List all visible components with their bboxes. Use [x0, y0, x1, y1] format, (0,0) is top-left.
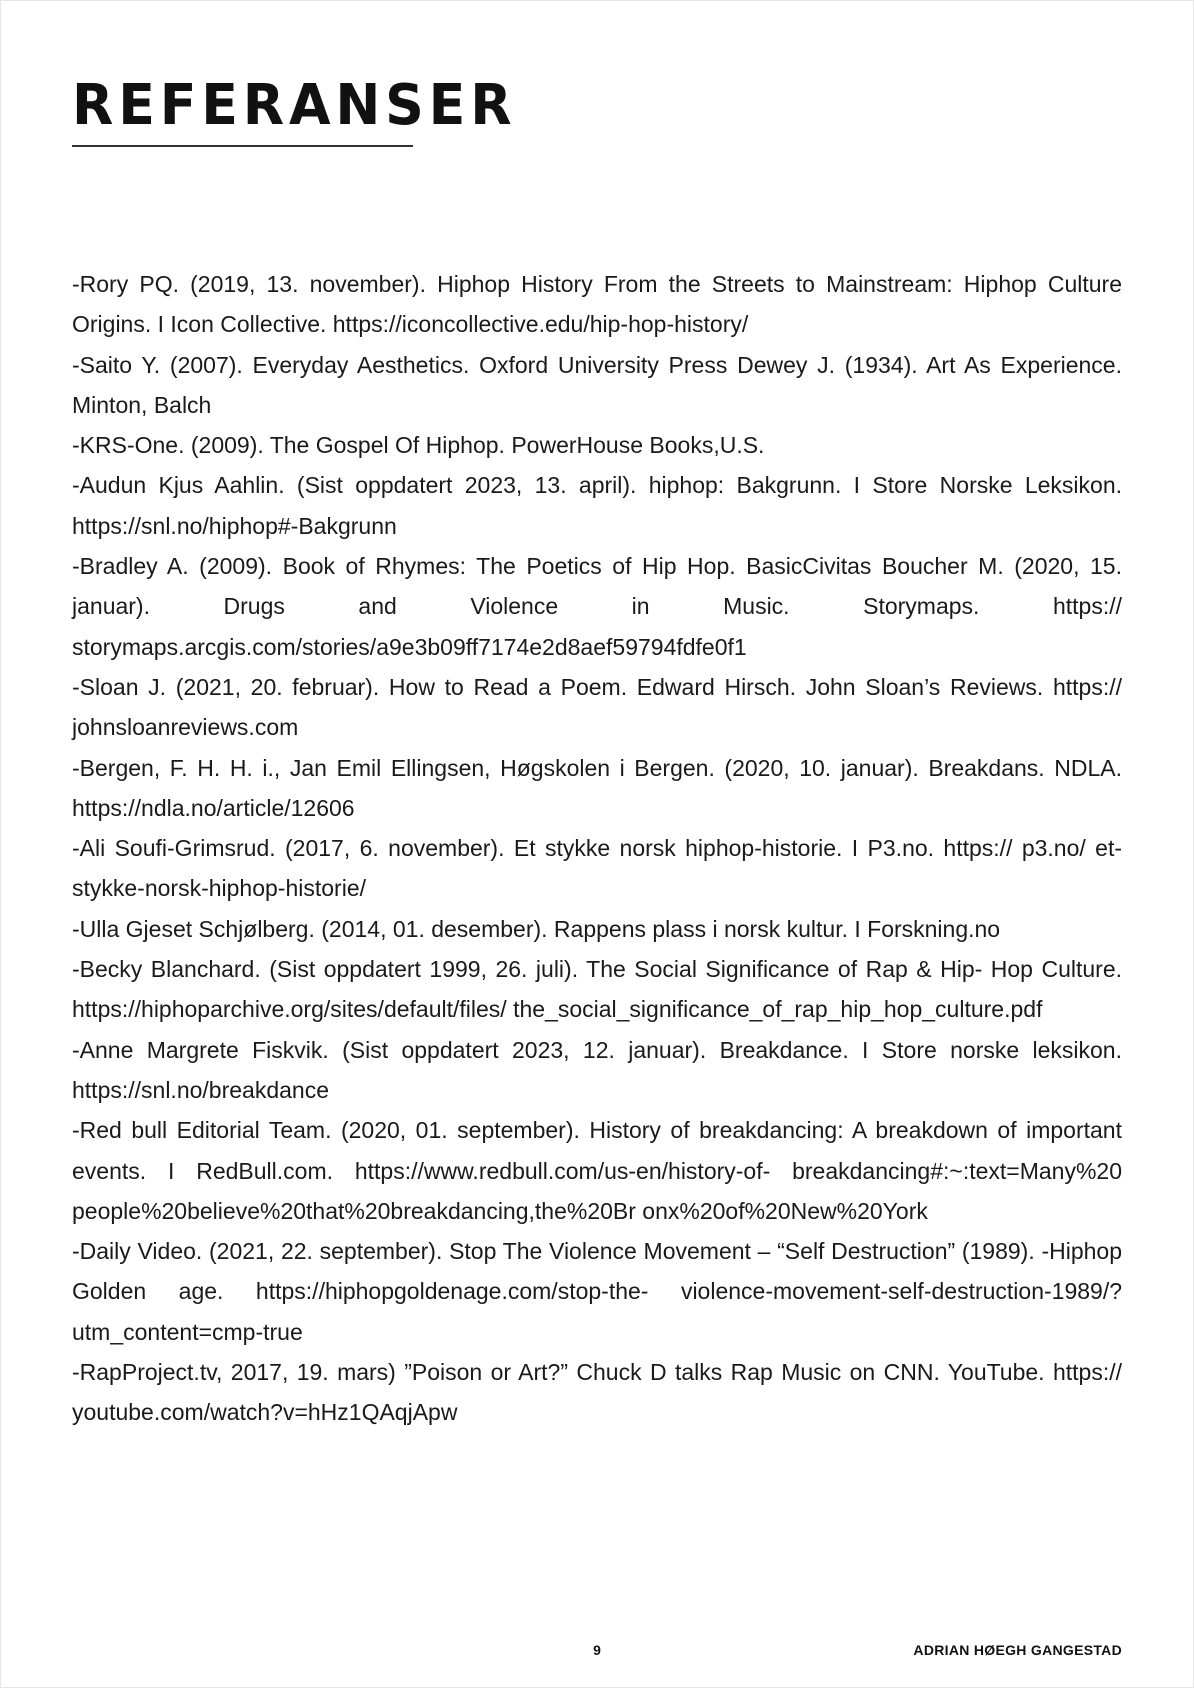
- reference-item: -Sloan J. (2021, 20. februar). How to Read a Poem. Edward Hirsch. John Sloan’s Reviews. https:// johnsloanreviews.com: [72, 673, 1122, 741]
- reference-list: [72, 264, 1122, 1433]
- reference-item: -KRS-One. (2009). The Gospel Of Hiphop. PowerHouse Books,U.S.: [72, 432, 765, 459]
- reference-item: -Daily Video. (2021, 22. september). Stop The Violence Movement – “Self Destruction” (1989). -Hiphop Golden age. https://hiphopgoldenage.com/stop-the- violence-movement-self-destruction-1989/?utm_content=cmp-true: [72, 1238, 1122, 1345]
- reference-item: -Becky Blanchard. (Sist oppdatert 1999, 26. juli). The Social Significance of Rap & Hip- Hop Culture. https://hiphoparchive.org/sites/default/files/ the_social_significance_of_rap_hip_hop_culture.pdf: [72, 956, 1122, 1023]
- reference-item: -Bradley A. (2009). Book of Rhymes: The Poetics of Hip Hop. BasicCivitas Boucher M. (2020, 15. januar). Drugs and Violence in Music. Storymaps. https:// storymaps.arcgis.com/stories/a9e3b09ff7174e2d8aef59794fdfe0f1: [72, 553, 1122, 660]
- title-underline: [72, 145, 413, 147]
- footer-author: ADRIAN HØEGH GANGESTAD: [913, 1642, 1122, 1658]
- page-title: REFERANSER: [72, 73, 517, 138]
- reference-item: -Saito Y. (2007). Everyday Aesthetics. Oxford University Press Dewey J. (1934). Art As Experience. Minton, Balch: [72, 351, 1122, 418]
- reference-item: -Bergen, F. H. H. i., Jan Emil Ellingsen, Høgskolen i Bergen. (2020, 10. januar). Breakdans. NDLA. https://ndla.no/article/12606: [72, 754, 1122, 821]
- reference-item: -Anne Margrete Fiskvik. (Sist oppdatert 2023, 12. januar). Breakdance. I Store norske leksikon. https://snl.no/breakdance: [72, 1036, 1122, 1103]
- reference-item: -Rory PQ. (2019, 13. november). Hiphop History From the Streets to Mainstream: Hiphop Culture Origins. I Icon Collective. https://iconcollective.edu/hip-hop-history/: [72, 271, 1122, 338]
- reference-item: -Audun Kjus Aahlin. (Sist oppdatert 2023, 13. april). hiphop: Bakgrunn. I Store Norske Leksikon. https://snl.no/hiphop#-Bakgrunn: [72, 472, 1122, 539]
- page-number: 9: [593, 1642, 601, 1658]
- reference-item: -Ulla Gjeset Schjølberg. (2014, 01. desember). Rappens plass i norsk kultur. I Forskning.no: [72, 915, 1001, 942]
- reference-item: -Red bull Editorial Team. (2020, 01. september). History of breakdancing: A breakdown of important events. I RedBull.com. https://www.redbull.com/us-en/history-of- breakdancing#:~:text=Many%20 people%20believe%20that%20breakdancing,the%20Br onx%20of%20New%20York: [72, 1117, 1122, 1224]
- reference-item: -RapProject.tv, 2017, 19. mars) ”Poison or Art?” Chuck D talks Rap Music on CNN. YouTube. https:// youtube.com/watch?v=hHz1QAqjApw: [72, 1359, 1122, 1426]
- reference-item: -Ali Soufi-Grimsrud. (2017, 6. november). Et stykke norsk hiphop-historie. I P3.no. https:// p3.no/ et-stykke-norsk-hiphop-historie/: [72, 835, 1122, 902]
